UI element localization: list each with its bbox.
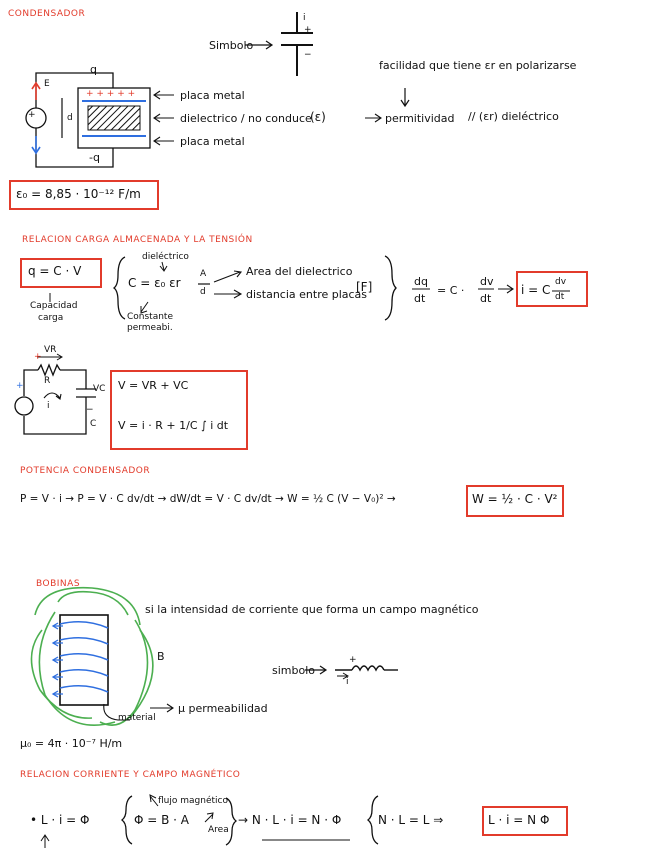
dielectrico-text: dielectrico / no conduce: [180, 112, 312, 125]
e-field-label: E: [44, 79, 50, 89]
epsilon-paren: (ε): [310, 110, 326, 124]
bobina-symbol-i: i: [346, 677, 349, 687]
bobina-simbolo-label: simbolo: [272, 664, 316, 677]
potencia-title: POTENCIA CONDENSADOR: [20, 466, 151, 476]
plate-minus-charges: − − − − −: [88, 132, 138, 142]
q-cv-equation: q = C · V: [28, 264, 82, 278]
permeabilidad-label: μ permeabilidad: [178, 702, 268, 715]
source-plus-sign: +: [28, 110, 36, 120]
eq-c-dot: = C ·: [437, 284, 465, 297]
carga-label: carga: [38, 313, 64, 323]
dielectrico-small: dieléctrico: [142, 252, 189, 262]
arrow-down-permitividad: [401, 88, 409, 106]
nl-l-eq: N · L = L ⇒: [378, 813, 444, 827]
c-label: C: [90, 419, 97, 429]
permeabi-label: permeabi.: [127, 323, 173, 333]
circuit-minus: −: [86, 405, 94, 415]
dq-num: dq: [414, 275, 428, 288]
constante-label: Constante: [127, 312, 173, 322]
relacion-carga-title: RELACION CARGA ALMACENADA Y LA TENSIÓN: [22, 235, 253, 245]
symbol-current-label: i: [303, 13, 306, 23]
permitividad-text: permitividad: [385, 112, 455, 125]
mu0-equation: μ₀ = 4π · 10⁻⁷ H/m: [20, 737, 123, 750]
voltage-integral-eq: V = i · R + 1/C ∫ i dt: [118, 419, 229, 432]
relacion-corriente-title: RELACION CORRIENTE Y CAMPO MAGNÉTICO: [20, 770, 241, 780]
inductance-result: L · i = N Φ: [488, 813, 550, 827]
vc-label: VC: [93, 384, 106, 394]
frac-area: A: [200, 269, 207, 279]
r-label: R: [44, 376, 51, 386]
phi-ba-eq: Φ = B · A: [134, 813, 190, 827]
i-dv-num: dv: [555, 277, 567, 287]
rc-circuit: [15, 365, 96, 434]
capacitor-symbol: [281, 12, 313, 76]
bobinas-title: BOBINAS: [36, 579, 81, 589]
i-equation: i = C: [521, 283, 551, 297]
charge-minus-q-label: -q: [89, 151, 100, 164]
eps0-equation: ε₀ = 8,85 · 10⁻¹² F/m: [16, 187, 141, 201]
placa-metal-top: placa metal: [180, 89, 245, 102]
simbolo-label: Simbolo: [209, 39, 254, 52]
potencia-chain: P = V · i → P = V · C dv/dt → dW/dt = V · C dv/dt → W = ½ C (V − V₀)² →: [20, 493, 396, 505]
dv-den: dt: [480, 292, 492, 305]
circuit-plus-blue: +: [16, 381, 24, 391]
dielectric-hatched: [88, 106, 140, 130]
charge-q-label: q: [90, 63, 97, 76]
c-equation: C = ε₀ εr: [128, 276, 181, 290]
plate-plus-charges: + + + + +: [86, 89, 136, 99]
current-i-label: i: [47, 401, 50, 411]
area-small: Area: [208, 825, 229, 835]
dv-num: dv: [480, 275, 494, 288]
dq-den: dt: [414, 292, 426, 305]
bobinas-desc: si la intensidad de corriente que forma un campo magnético: [145, 603, 479, 616]
symbol-minus: −: [304, 50, 312, 60]
b-field-label: B: [157, 650, 165, 663]
placa-metal-bottom: placa metal: [180, 135, 245, 148]
material-label: material: [118, 713, 156, 723]
coil-drawing: [31, 588, 152, 725]
farad-unit: [F]: [356, 280, 373, 294]
inductor-symbol: [335, 666, 398, 679]
bobina-symbol-plus: +: [349, 655, 357, 665]
capacidad-label: Capacidad: [30, 301, 78, 311]
circuit-plus-red: +: [34, 352, 42, 362]
voltage-sum-eq: V = VR + VC: [118, 379, 189, 392]
flujo-label: flujo magnético: [158, 796, 228, 806]
i-dv-den: dt: [555, 292, 565, 302]
vr-label: VR: [44, 345, 57, 355]
nli-nphi-eq: → N · L · i = N · Φ: [238, 813, 342, 827]
distancia-label: distancia entre placas: [246, 288, 368, 301]
condensador-title: CONDENSADOR: [8, 9, 86, 19]
epsilon-r-dielectrico: // (εr) dieléctrico: [468, 110, 559, 123]
distance-d-label: d: [67, 113, 73, 123]
li-phi-eq: • L · i = Φ: [30, 813, 90, 827]
symbol-plus: +: [304, 25, 312, 35]
frac-distance: d: [200, 287, 206, 297]
area-label: Area del dielectrico: [246, 265, 353, 278]
facilidad-text: facilidad que tiene εr en polarizarse: [379, 59, 577, 72]
energy-result: W = ½ · C · V²: [472, 492, 558, 506]
